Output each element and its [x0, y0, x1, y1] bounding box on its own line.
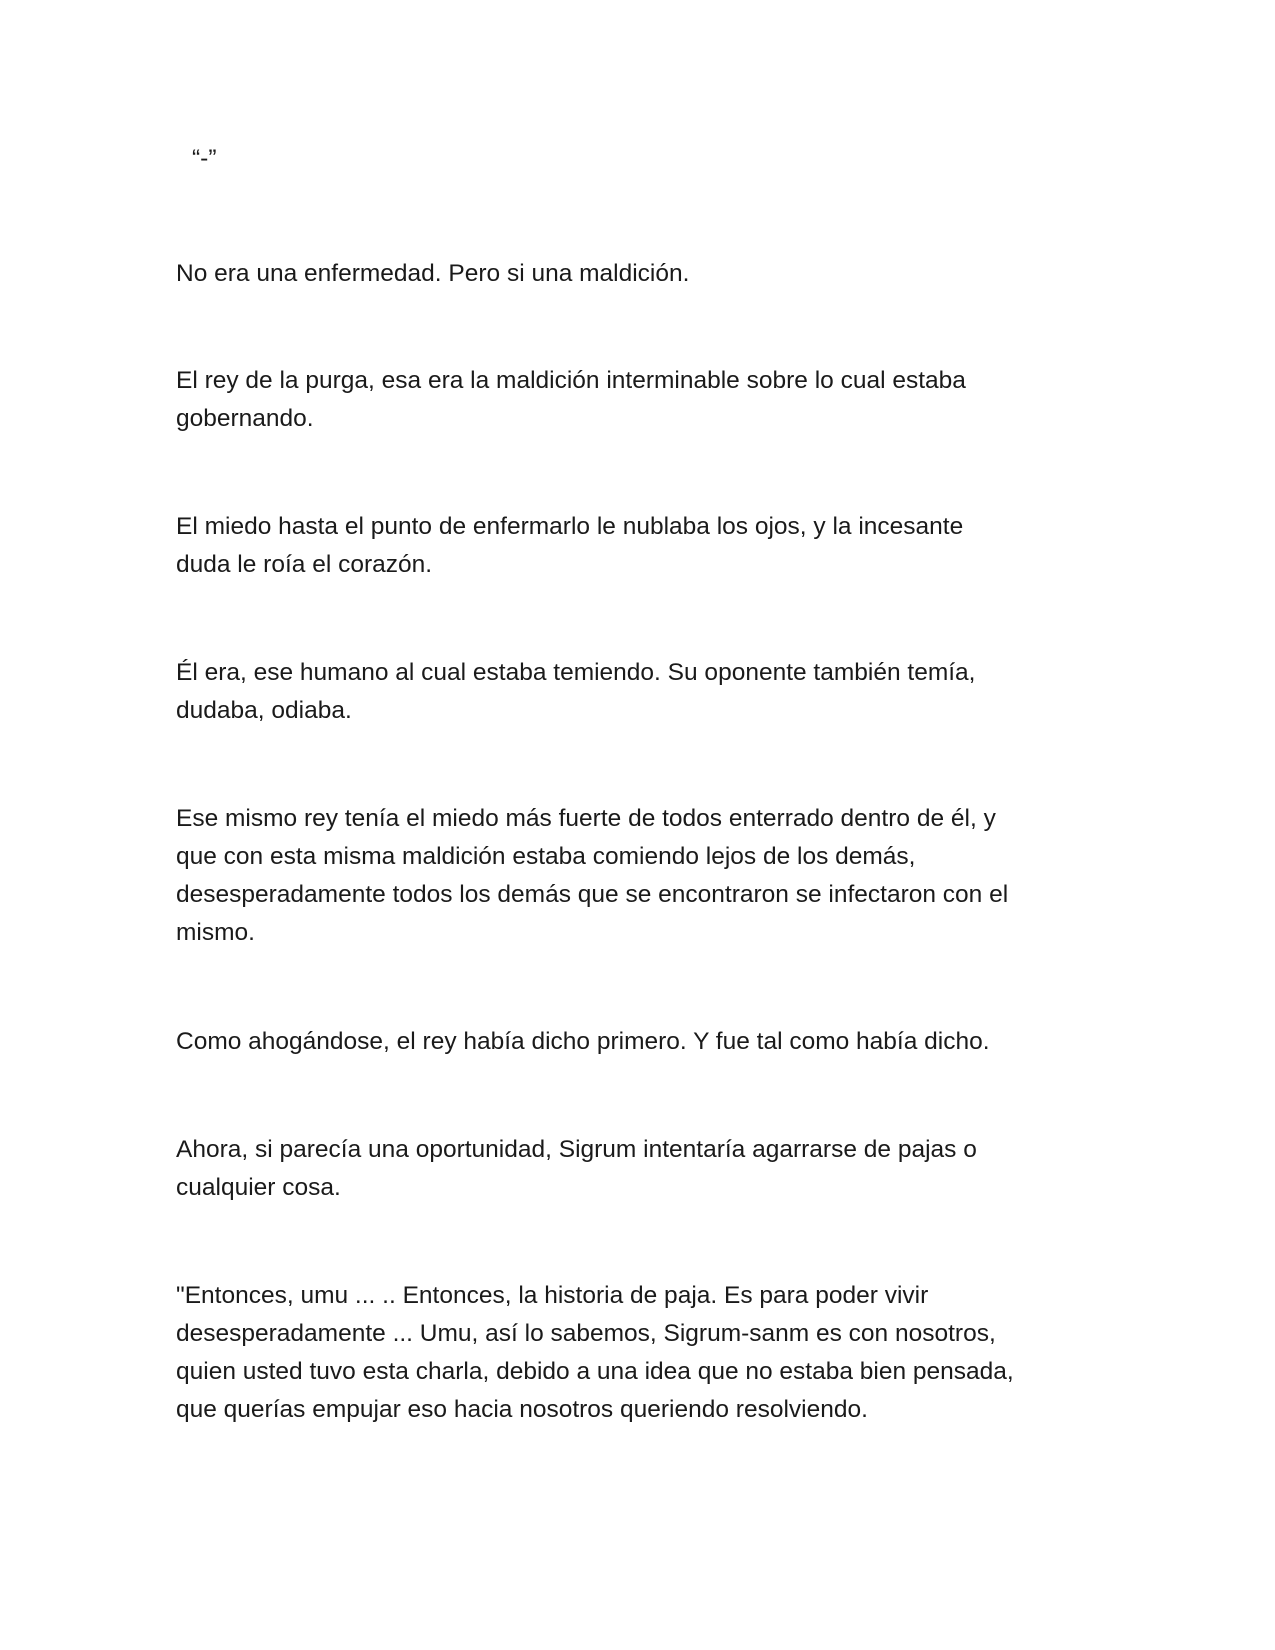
paragraph-1-line-1: No era una enfermedad. Pero si una maldición.	[176, 260, 690, 287]
paragraph-4-line-1: Él era, ese humano al cual estaba temiendo. Su oponente también temía,	[176, 659, 976, 686]
paragraph-8-line-3: quien usted tuvo esta charla, debido a una idea que no estaba bien pensada,	[176, 1358, 1014, 1385]
paragraph-2-line-1: El rey de la purga, esa era la maldición interminable sobre lo cual estaba	[176, 367, 966, 394]
paragraph-4-line-2: dudaba, odiaba.	[176, 697, 352, 724]
paragraph-5-line-2: que con esta misma maldición estaba comiendo lejos de los demás,	[176, 843, 916, 870]
paragraph-3-line-2: duda le roía el corazón.	[176, 551, 433, 578]
paragraph-5-line-3: desesperadamente todos los demás que se encontraron se infectaron con el	[176, 881, 1009, 908]
paragraph-2-line-2: gobernando.	[176, 405, 314, 432]
opening-quote: “-”	[192, 145, 217, 172]
paragraph-5-line-1: Ese mismo rey tenía el miedo más fuerte de todos enterrado dentro de él, y	[176, 805, 996, 832]
paragraph-8-line-4: que querías empujar eso hacia nosotros queriendo resolviendo.	[176, 1396, 868, 1423]
paragraph-5-line-4: mismo.	[176, 919, 255, 946]
paragraph-7-line-2: cualquier cosa.	[176, 1174, 341, 1201]
paragraph-3-line-1: El miedo hasta el punto de enfermarlo le nublaba los ojos, y la incesante	[176, 513, 964, 540]
paragraph-8-line-1: "Entonces, umu ... .. Entonces, la historia de paja. Es para poder vivir	[176, 1282, 929, 1309]
paragraph-7-line-1: Ahora, si parecía una oportunidad, Sigrum intentaría agarrarse de pajas o	[176, 1136, 977, 1163]
paragraph-6-line-1: Como ahogándose, el rey había dicho primero. Y fue tal como había dicho.	[176, 1028, 990, 1055]
paragraph-8-line-2: desesperadamente ... Umu, así lo sabemos, Sigrum-sanm es con nosotros,	[176, 1320, 996, 1347]
